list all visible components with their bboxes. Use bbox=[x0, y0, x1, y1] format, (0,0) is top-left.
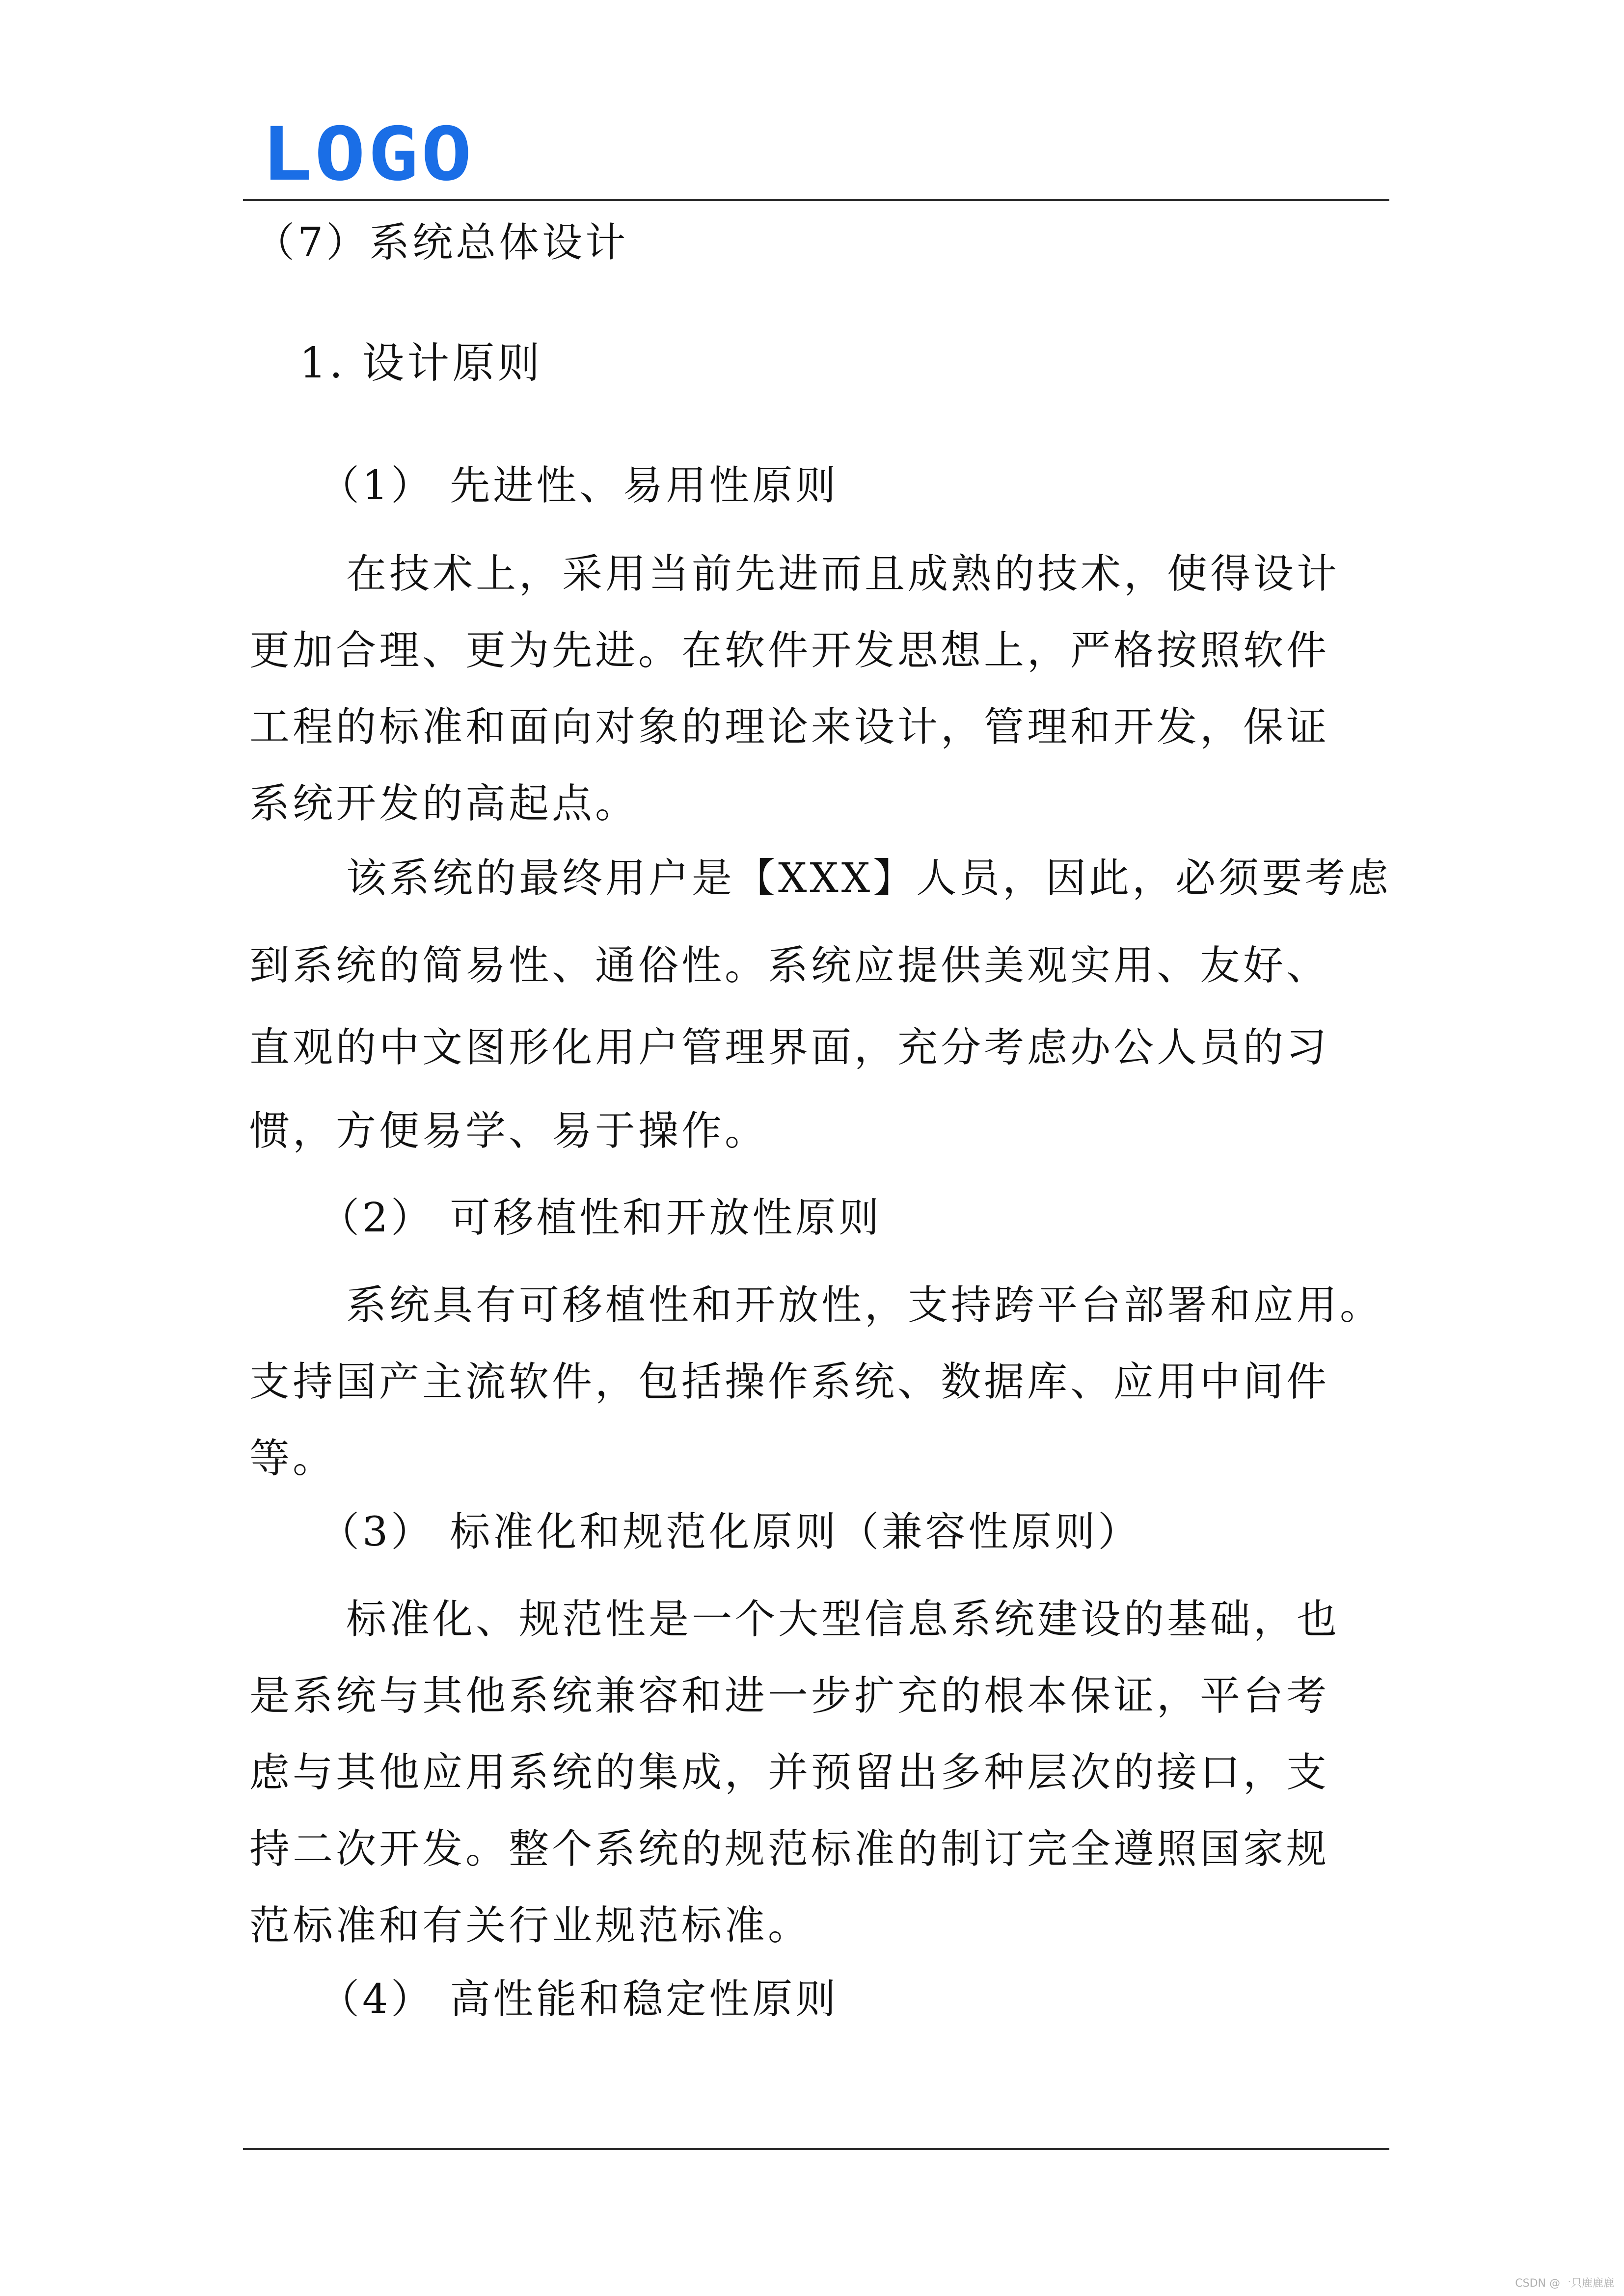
paragraph-line: 系统具有可移植性和开放性，支持跨平台部署和应用。 bbox=[346, 1282, 1383, 1329]
paragraph-line: 等。 bbox=[249, 1435, 336, 1482]
principle-2-title: （2） 可移植性和开放性原则 bbox=[319, 1195, 882, 1241]
paragraph-line: 标准化、规范性是一个大型信息系统建设的基础，也 bbox=[346, 1596, 1340, 1643]
header-rule bbox=[243, 199, 1389, 201]
watermark: CSDN @一只鹿鹿鹿 bbox=[1515, 2277, 1614, 2290]
logo-text: LOGO bbox=[261, 112, 474, 197]
paragraph-line: 支持国产主流软件，包括操作系统、数据库、应用中间件 bbox=[249, 1359, 1330, 1405]
paragraph-line: 虑与其他应用系统的集成，并预留出多种层次的接口，支 bbox=[249, 1749, 1330, 1796]
logo bbox=[261, 112, 474, 197]
principle-3-title: （3） 标准化和规范化原则（兼容性原则） bbox=[319, 1509, 1141, 1555]
paragraph-line: 持二次开发。整个系统的规范标准的制订完全遵照国家规 bbox=[249, 1826, 1330, 1872]
paragraph-line: 工程的标准和面向对象的理论来设计，管理和开发，保证 bbox=[249, 704, 1330, 750]
paragraph-line: 惯，方便易学、易于操作。 bbox=[249, 1108, 768, 1154]
footer-rule bbox=[243, 2148, 1389, 2150]
paragraph-line: 直观的中文图形化用户管理界面，充分考虑办公人员的习 bbox=[249, 1024, 1330, 1071]
paragraph-line: 系统开发的高起点。 bbox=[249, 780, 639, 827]
paragraph-line: 在技术上，采用当前先进而且成熟的技术，使得设计 bbox=[346, 551, 1340, 597]
principle-1-title: （1） 先进性、易用性原则 bbox=[319, 462, 839, 509]
paragraph-line: 该系统的最终用户是【XXX】人员，因此，必须要考虑 bbox=[346, 855, 1392, 902]
paragraph-line: 到系统的简易性、通俗性。系统应提供美观实用、友好、 bbox=[249, 942, 1330, 989]
paragraph-line: 范标准和有关行业规范标准。 bbox=[249, 1902, 812, 1949]
heading-design-principles: 1. 设计原则 bbox=[299, 339, 543, 388]
paragraph-line: 是系统与其他系统兼容和进一步扩充的根本保证，平台考 bbox=[249, 1673, 1330, 1719]
paragraph-line: 更加合理、更为先进。在软件开发思想上，严格按照软件 bbox=[249, 627, 1330, 674]
section-title: （7）系统总体设计 bbox=[254, 219, 629, 266]
principle-4-title: （4） 高性能和稳定性原则 bbox=[319, 1976, 839, 2023]
